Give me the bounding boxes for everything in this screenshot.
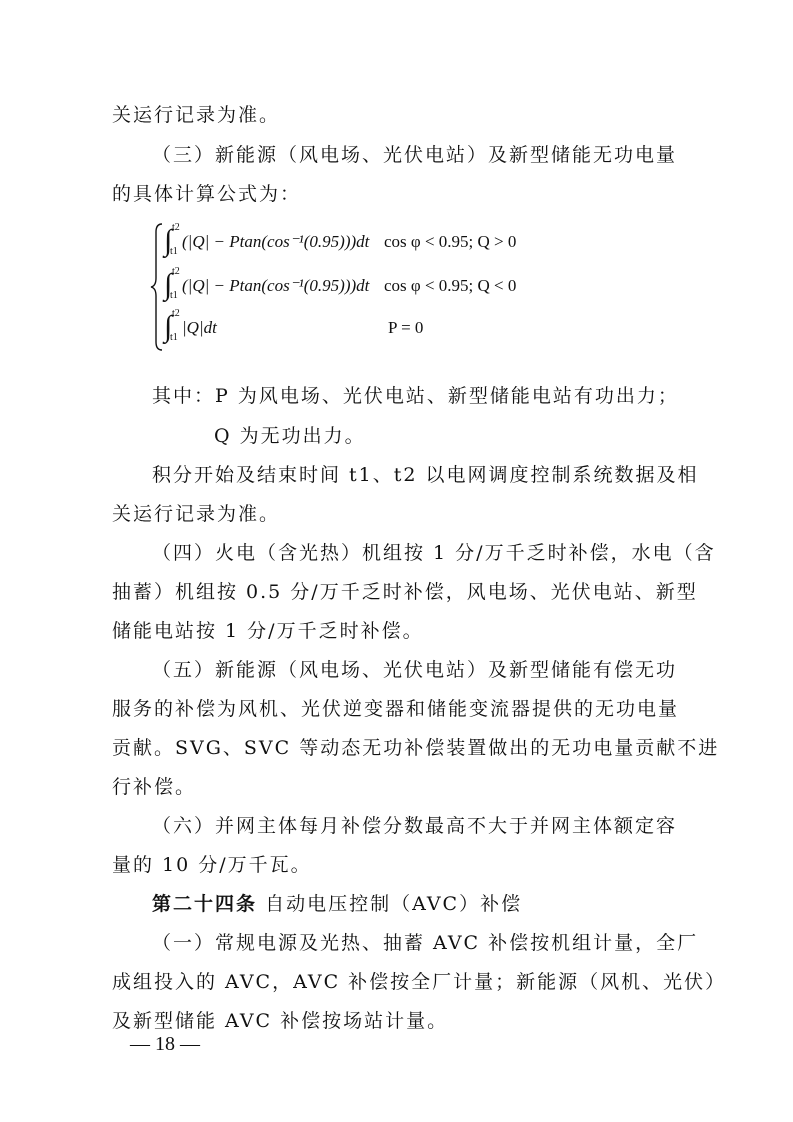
paragraph-line: （六）并网主体每月补偿分数最高不大于并网主体额定容 — [152, 815, 678, 837]
formula-expression: |Q|dt — [182, 318, 217, 337]
integral-lower-limit: t1 — [170, 246, 178, 257]
formula-condition: cos φ < 0.95; Q > 0 — [384, 232, 517, 251]
left-brace — [150, 222, 164, 352]
paragraph-line: Q 为无功出力。 — [214, 425, 366, 447]
paragraph-line: （四）火电（含光热）机组按 1 分/万千乏时补偿，水电（含 — [152, 542, 716, 564]
formula-row — [164, 308, 564, 348]
paragraph-line: 行补偿。 — [112, 776, 197, 798]
paragraph-line: （三）新能源（风电场、光伏电站）及新型储能无功电量 — [152, 144, 678, 166]
reactive-energy-formula — [150, 222, 570, 357]
integral-sign: ∫ — [164, 224, 173, 257]
paragraph-line: 储能电站按 1 分/万千乏时补偿。 — [112, 620, 424, 642]
paragraph-line: （五）新能源（风电场、光伏电站）及新型储能有偿无功 — [152, 659, 678, 681]
integral-sign: ∫ — [164, 268, 173, 301]
integral-upper-limit: t2 — [172, 266, 180, 277]
paragraph-line: 抽蓄）机组按 0.5 分/万千乏时补偿，风电场、光伏电站、新型 — [112, 581, 698, 603]
integral-sign: ∫ — [164, 310, 173, 343]
paragraph-line: 的具体计算公式为： — [112, 183, 302, 205]
page-number: — 18 — — [130, 1033, 200, 1055]
formula-row — [164, 266, 564, 306]
integral-lower-limit: t1 — [170, 332, 178, 343]
integral-upper-limit: t2 — [172, 222, 180, 233]
paragraph-line: 成组投入的 AVC，AVC 补偿按全厂计量；新能源（风机、光伏） — [112, 971, 727, 993]
formula-expression: (|Q| − Ptan(cos⁻¹(0.95)))dt — [182, 232, 370, 251]
article-label: 第二十四条 — [152, 893, 258, 915]
paragraph-line: 积分开始及结束时间 t1、t2 以电网调度控制系统数据及相 — [152, 464, 699, 486]
formula-condition: P = 0 — [388, 318, 424, 337]
paragraph-line: 关运行记录为准。 — [112, 503, 281, 525]
paragraph-line: 贡献。SVG、SVC 等动态无功补偿装置做出的无功电量贡献不进 — [112, 737, 720, 759]
formula-row — [164, 222, 564, 262]
paragraph-line: 量的 10 分/万千瓦。 — [112, 854, 312, 876]
formula-condition: cos φ < 0.95; Q < 0 — [384, 276, 517, 295]
integral-upper-limit: t2 — [172, 308, 180, 319]
article-title: 自动电压控制（AVC）补偿 — [265, 893, 523, 915]
integral-lower-limit: t1 — [170, 290, 178, 301]
paragraph-line: 其中：P 为风电场、光伏电站、新型储能电站有功出力； — [152, 385, 679, 407]
formula-expression: (|Q| − Ptan(cos⁻¹(0.95)))dt — [182, 276, 370, 295]
article-heading — [152, 892, 522, 916]
paragraph-line: 服务的补偿为风机、光伏逆变器和储能变流器提供的无功电量 — [112, 698, 680, 720]
paragraph-line: 关运行记录为准。 — [112, 104, 281, 126]
paragraph-line: 及新型储能 AVC 补偿按场站计量。 — [112, 1010, 449, 1032]
paragraph-line: （一）常规电源及光热、抽蓄 AVC 补偿按机组计量，全厂 — [152, 932, 699, 954]
